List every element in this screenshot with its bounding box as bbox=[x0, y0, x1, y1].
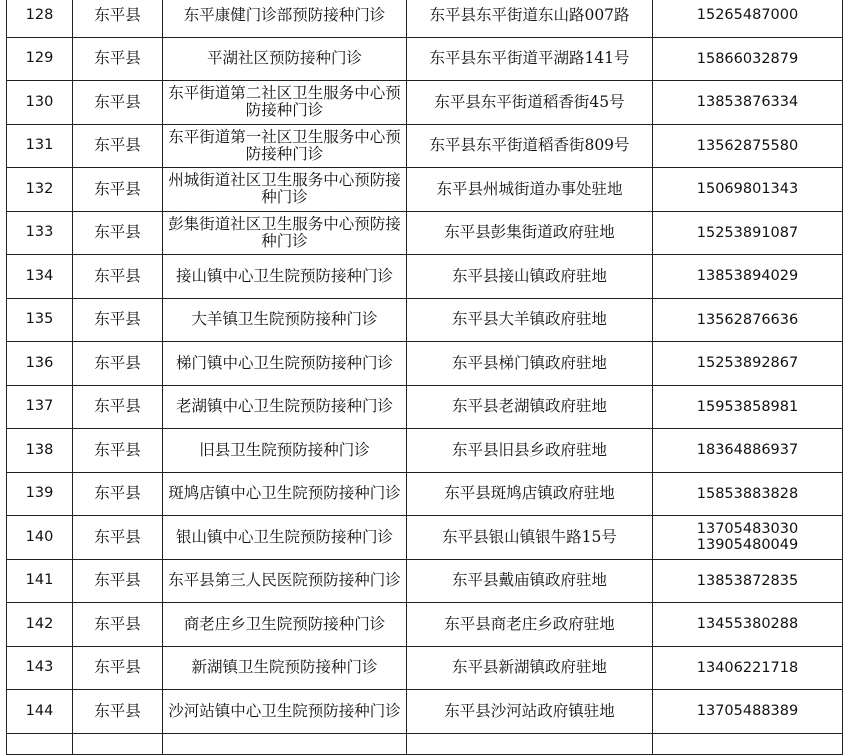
address-cell: 东平县商老庄乡政府驻地 bbox=[407, 603, 653, 647]
table-row bbox=[7, 124, 843, 168]
clinic-name-cell: 商老庄乡卫生院预防接种门诊 bbox=[163, 603, 407, 647]
row-number: 129 bbox=[7, 37, 73, 81]
phone-cell: 13853894029 bbox=[653, 255, 843, 299]
clinic-name-cell: 大羊镇卫生院预防接种门诊 bbox=[163, 298, 407, 342]
clinic-name-cell: 州城街道社区卫生服务中心预防接种门诊 bbox=[163, 168, 407, 212]
address-cell: 东平县东平街道稻香街809号 bbox=[407, 124, 653, 168]
county-cell: 东平县 bbox=[73, 124, 163, 168]
county-cell: 东平县 bbox=[73, 472, 163, 516]
phone-cell: 13562876636 bbox=[653, 298, 843, 342]
phone-cell: 13705488389 bbox=[653, 690, 843, 734]
row-number: 141 bbox=[7, 559, 73, 603]
address-cell: 东平县州城街道办事处驻地 bbox=[407, 168, 653, 212]
table-row bbox=[7, 646, 843, 690]
phone-cell: 13853872835 bbox=[653, 559, 843, 603]
table-row bbox=[7, 472, 843, 516]
county-cell: 东平县 bbox=[73, 37, 163, 81]
county-cell: 东平县 bbox=[73, 255, 163, 299]
table-row bbox=[7, 211, 843, 255]
clinic-table bbox=[6, 0, 843, 755]
clinic-name-cell: 平湖社区预防接种门诊 bbox=[163, 37, 407, 81]
phone-cell: 15853883828 bbox=[653, 472, 843, 516]
address-cell: 东平县斑鸠店镇政府驻地 bbox=[407, 472, 653, 516]
row-number: 133 bbox=[7, 211, 73, 255]
clinic-name-cell: 斑鸠店镇中心卫生院预防接种门诊 bbox=[163, 472, 407, 516]
phone-cell: 15253892867 bbox=[653, 342, 843, 386]
clinic-name-cell: 老湖镇中心卫生院预防接种门诊 bbox=[163, 385, 407, 429]
table-row bbox=[7, 385, 843, 429]
row-number: 134 bbox=[7, 255, 73, 299]
county-cell: 东平县 bbox=[73, 603, 163, 647]
address-cell: 东平县老湖镇政府驻地 bbox=[407, 385, 653, 429]
clinic-name-cell: 沙河站镇中心卫生院预防接种门诊 bbox=[163, 690, 407, 734]
table-row bbox=[7, 168, 843, 212]
table-row bbox=[7, 0, 843, 37]
row-number: 128 bbox=[7, 0, 73, 37]
table-row bbox=[7, 603, 843, 647]
clinic-name-cell: 彭集街道社区卫生服务中心预防接种门诊 bbox=[163, 211, 407, 255]
table-row bbox=[7, 559, 843, 603]
county-cell: 东平县 bbox=[73, 429, 163, 473]
row-number: 143 bbox=[7, 646, 73, 690]
table-row bbox=[7, 298, 843, 342]
address-cell: 东平县接山镇政府驻地 bbox=[407, 255, 653, 299]
table-row bbox=[7, 429, 843, 473]
county-cell: 东平县 bbox=[73, 342, 163, 386]
phone-cell: 13562875580 bbox=[653, 124, 843, 168]
table-row bbox=[7, 516, 843, 560]
address-cell: 东平县东平街道稻香街45号 bbox=[407, 81, 653, 125]
county-cell: 东平县 bbox=[73, 168, 163, 212]
row-number: 135 bbox=[7, 298, 73, 342]
row-number: 136 bbox=[7, 342, 73, 386]
clinic-name-cell: 东平街道第一社区卫生服务中心预防接种门诊 bbox=[163, 124, 407, 168]
clinic-name-cell: 东平康健门诊部预防接种门诊 bbox=[163, 0, 407, 37]
address-cell: 东平县大羊镇政府驻地 bbox=[407, 298, 653, 342]
clinic-name-cell: 梯门镇中心卫生院预防接种门诊 bbox=[163, 342, 407, 386]
table-row bbox=[7, 342, 843, 386]
phone-cell: 13406221718 bbox=[653, 646, 843, 690]
row-number: 142 bbox=[7, 603, 73, 647]
row-number: 140 bbox=[7, 516, 73, 560]
county-cell: 东平县 bbox=[73, 559, 163, 603]
address-cell: 东平县东平街道平湖路141号 bbox=[407, 37, 653, 81]
row-number: 138 bbox=[7, 429, 73, 473]
phone-cell: 15253891087 bbox=[653, 211, 843, 255]
address-cell: 东平县新湖镇政府驻地 bbox=[407, 646, 653, 690]
county-cell: 东平县 bbox=[73, 81, 163, 125]
county-cell: 东平县 bbox=[73, 646, 163, 690]
table-row bbox=[7, 690, 843, 734]
row-number: 137 bbox=[7, 385, 73, 429]
phone-cell: 13853876334 bbox=[653, 81, 843, 125]
phone-cell: 15953858981 bbox=[653, 385, 843, 429]
clinic-name-cell: 接山镇中心卫生院预防接种门诊 bbox=[163, 255, 407, 299]
clinic-name-cell: 旧县卫生院预防接种门诊 bbox=[163, 429, 407, 473]
clinic-name-cell: 银山镇中心卫生院预防接种门诊 bbox=[163, 516, 407, 560]
county-cell: 东平县 bbox=[73, 0, 163, 37]
county-cell: 东平县 bbox=[73, 516, 163, 560]
table-body bbox=[7, 0, 843, 754]
clinic-name-cell: 东平街道第二社区卫生服务中心预防接种门诊 bbox=[163, 81, 407, 125]
row-number: 132 bbox=[7, 168, 73, 212]
phone-cell: 13455380288 bbox=[653, 603, 843, 647]
phone-cell: 15069801343 bbox=[653, 168, 843, 212]
address-cell: 东平县彭集街道政府驻地 bbox=[407, 211, 653, 255]
address-cell: 东平县东平街道东山路007路 bbox=[407, 0, 653, 37]
county-cell: 东平县 bbox=[73, 385, 163, 429]
county-cell: 东平县 bbox=[73, 211, 163, 255]
row-number: 139 bbox=[7, 472, 73, 516]
table-row bbox=[7, 255, 843, 299]
county-cell: 东平县 bbox=[73, 690, 163, 734]
row-number: 130 bbox=[7, 81, 73, 125]
phone-cell: 15265487000 bbox=[653, 0, 843, 37]
row-number: 131 bbox=[7, 124, 73, 168]
phone-cell: 18364886937 bbox=[653, 429, 843, 473]
county-cell: 东平县 bbox=[73, 298, 163, 342]
address-cell: 东平县戴庙镇政府驻地 bbox=[407, 559, 653, 603]
table-row bbox=[7, 37, 843, 81]
phone-cell: 15866032879 bbox=[653, 37, 843, 81]
address-cell: 东平县梯门镇政府驻地 bbox=[407, 342, 653, 386]
row-number: 144 bbox=[7, 690, 73, 734]
address-cell: 东平县旧县乡政府驻地 bbox=[407, 429, 653, 473]
clinic-name-cell: 东平县第三人民医院预防接种门诊 bbox=[163, 559, 407, 603]
phone-cell: 13705483030 13905480049 bbox=[653, 516, 843, 560]
clinic-name-cell: 新湖镇卫生院预防接种门诊 bbox=[163, 646, 407, 690]
table-row bbox=[7, 81, 843, 125]
address-cell: 东平县银山镇银牛路15号 bbox=[407, 516, 653, 560]
address-cell: 东平县沙河站政府镇驻地 bbox=[407, 690, 653, 734]
